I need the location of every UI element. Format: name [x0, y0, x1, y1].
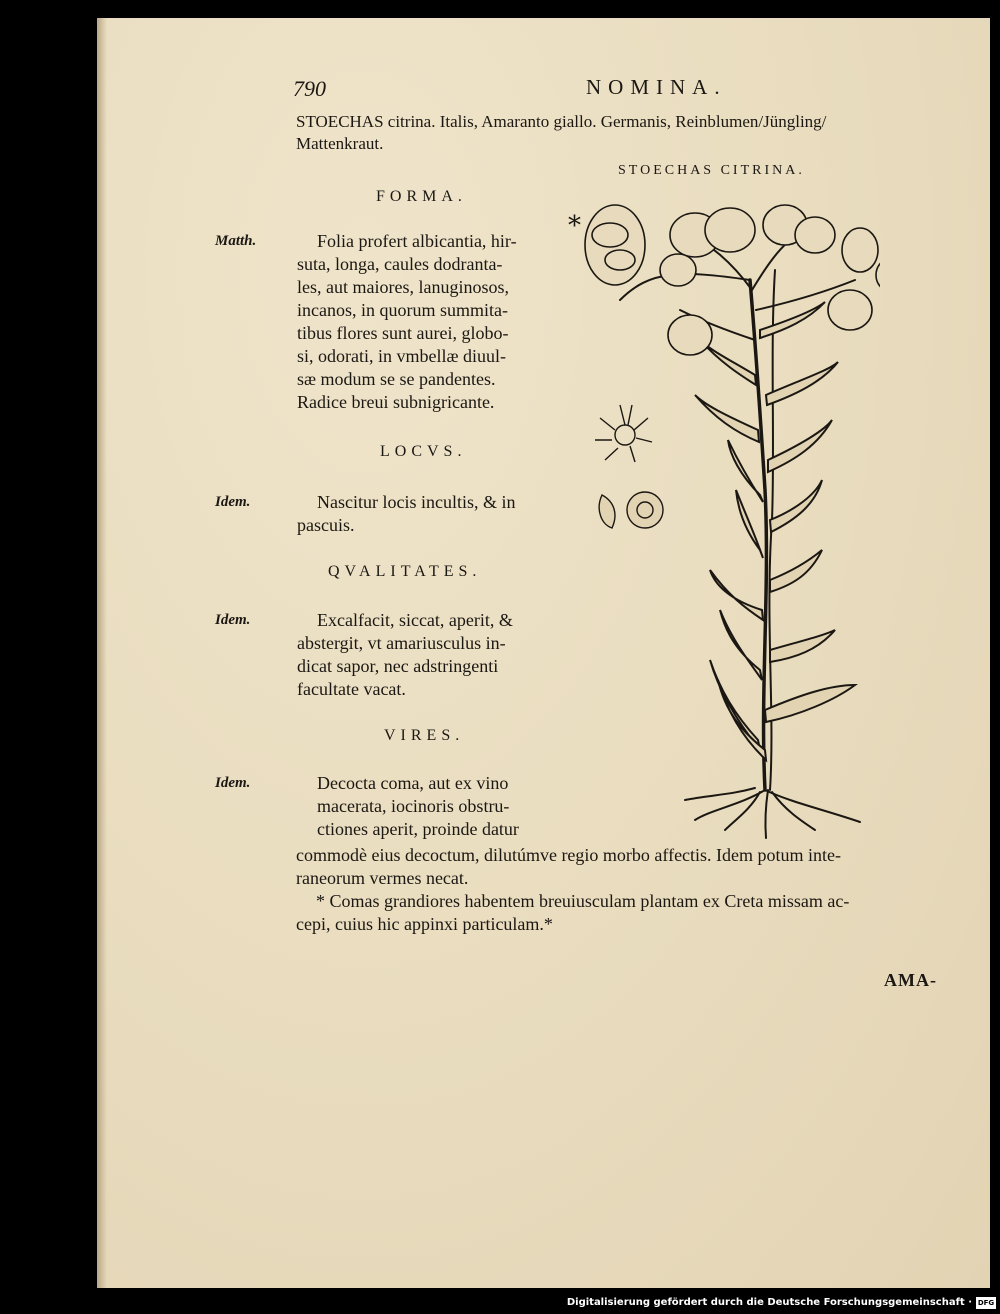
margin-note-vires: Idem.	[215, 775, 251, 791]
locus-paragraph	[297, 491, 559, 537]
stoechas-citrina-woodcut	[560, 190, 880, 840]
text-line: Radice breui subnigricante.	[297, 392, 495, 412]
page-gutter-shadow	[97, 18, 107, 1288]
text-line: abstergit, vt amariusculus in-	[297, 633, 506, 653]
text-line: tibus flores sunt aurei, globo-	[297, 323, 509, 343]
text-line: facultate vacat.	[297, 679, 406, 699]
plant-names-line-1: STOECHAS citrina. Italis, Amaranto giallo. Germanis, Reinblumen/Jüngling/	[296, 112, 827, 131]
text-line: cepi, cuius hic appinxi particulam.*	[296, 914, 553, 934]
text-line: macerata, iocinoris obstru-	[317, 796, 510, 816]
page-number: 790	[293, 76, 326, 101]
text-line: incanos, in quorum summita-	[297, 300, 508, 320]
vires-continuation	[296, 844, 958, 890]
text-line: * Comas grandiores habentem breuiusculam plantam ex Creta missam ac-	[316, 891, 850, 911]
figure-caption: STOECHAS CITRINA.	[618, 163, 805, 178]
text-line: pascuis.	[297, 515, 355, 535]
text-line: commodè eius decoctum, dilutúmve regio morbo affectis. Idem potum inte-	[296, 845, 842, 865]
text-line: Decocta coma, aut ex vino	[317, 773, 509, 793]
margin-note-forma: Matth.	[215, 233, 257, 249]
text-line: suta, longa, caules dodranta-	[297, 254, 503, 274]
dfg-logo-icon: DFG	[977, 1299, 995, 1307]
section-heading-locus: LOCVS.	[380, 443, 467, 460]
catchword: AMA-	[884, 970, 937, 990]
section-heading-forma: FORMA.	[376, 188, 467, 205]
text-line: dicat sapor, nec adstringenti	[297, 656, 499, 676]
margin-note-qualitates: Idem.	[215, 612, 251, 628]
text-line: Excalfacit, siccat, aperit, &	[317, 610, 513, 630]
figure-asterisk: *	[568, 211, 581, 241]
footer-credit: Digitalisierung gefördert durch die Deutsche Forschungsgemeinschaft ·	[566, 1297, 972, 1308]
plant-names-line-2: Mattenkraut.	[296, 134, 384, 153]
text-line: raneorum vermes necat.	[296, 868, 469, 888]
text-line: les, aut maiores, lanuginosos,	[297, 277, 509, 297]
running-head: NOMINA.	[586, 75, 727, 99]
forma-paragraph	[297, 230, 559, 414]
text-line: si, odorati, in vmbellæ diuul-	[297, 346, 506, 366]
text-line: ctiones aperit, proinde datur	[317, 819, 519, 839]
text-line: Folia profert albicantia, hir-	[317, 231, 517, 251]
text-line: Nascitur locis incultis, & in	[317, 492, 516, 512]
qualitates-paragraph	[297, 609, 559, 701]
section-heading-qualitates: QVALITATES.	[328, 563, 482, 580]
text-line: sæ modum se se pandentes.	[297, 369, 496, 389]
margin-note-locus: Idem.	[215, 494, 251, 510]
annotation-paragraph	[296, 890, 958, 936]
vires-paragraph	[297, 772, 559, 841]
section-heading-vires: VIRES.	[384, 727, 465, 744]
